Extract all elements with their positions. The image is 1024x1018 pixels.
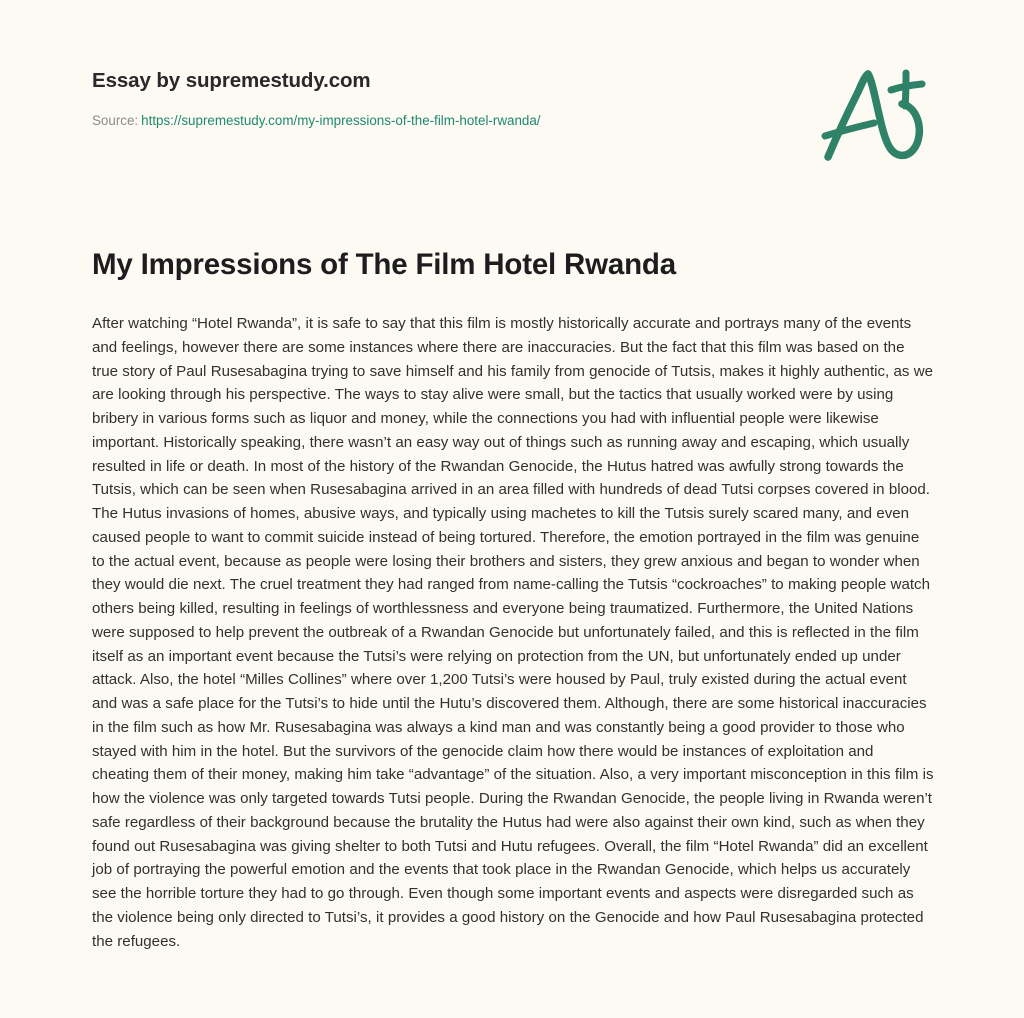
a-plus-logo (812, 62, 940, 166)
source-row (92, 112, 932, 130)
source-link[interactable]: https://supremestudy.com/my-impressions-of-the-film-hotel-rwanda/ (141, 113, 541, 128)
site-byline: Essay by supremestudy.com (92, 69, 371, 92)
a-plus-logo-icon (812, 62, 940, 166)
essay-body-text: After watching “Hotel Rwanda”, it is safe to say that this film is mostly historically accurate and portrays many of the events and feelings, however there are some instances where there are inaccuracies. But the fact that this film was based on the true story of Paul Rusesabagina trying to save himself and his family from genocide of Tutsis, makes it highly authentic, as we are looking through his perspective. The ways to stay alive were small, but the tactics that usually worked were by using bribery in various forms such as liquor and money, while the connections you had with influential people were likewise important. Historically speaking, there wasn’t an easy way out of things such as running away and escaping, which usually resulted in life or death. In most of the history of the Rwandan Genocide, the Hutus hatred was awfully strong towards the Tutsis, which can be seen when Rusesabagina arrived in an area filled with hundreds of dead Tutsi corpses covered in blood. The Hutus invasions of homes, abusive ways, and typically using machetes to kill the Tutsis surely scared many, and even caused people to want to commit suicide instead of being tortured. Therefore, the emotion portrayed in the film was genuine to the actual event, because as people were losing their brothers and sisters, they grew anxious and began to wonder when they would die next. The cruel treatment they had ranged from name-calling the Tutsis “cockroaches” to making people watch others being killed, resulting in feelings of worthlessness and everyone being traumatized. Furthermore, the United Nations were supposed to help prevent the outbreak of a Rwandan Genocide but unfortunately failed, and this is reflected in the film itself as an important event because the Tutsi’s were relying on protection from the UN, but unfortunately ended up under attack. Also, the hotel “Milles Collines” where over 1,200 Tutsi’s were housed by Paul, truly existed during the actual event and was a safe place for the Tutsi’s to hide until the Hutu’s discovered them. Although, there are some historical inaccuracies in the film such as how Mr. Rusesabagina was always a kind man and was constantly being a good provider to those who stayed with him in the hotel. But the survivors of the genocide claim how there would be instances of exploitation and cheating them of their money, making him take “advantage” of the situation. Also, a very important misconception in this film is how the violence was only targeted towards Tutsi people. During the Rwandan Genocide, the people living in Rwanda weren’t safe regardless of their background because the brutality the Hutus had were also against their own kind, such as when they found out Rusesabagina was giving shelter to both Tutsi and Hutu refugees. Overall, the film “Hotel Rwanda” did an excellent job of portraying the powerful emotion and the events that took place in the Rwandan Genocide, which helps us accurately see the horrible torture they had to go through. Even though some important events and aspects were disregarded such as the violence being only directed to Tutsi’s, it provides a good history on the Genocide and how Paul Rusesabagina protected the refugees. (92, 315, 934, 950)
page-title: My Impressions of The Film Hotel Rwanda (92, 248, 676, 281)
source-label: Source: (92, 113, 139, 128)
page-header (92, 68, 932, 130)
